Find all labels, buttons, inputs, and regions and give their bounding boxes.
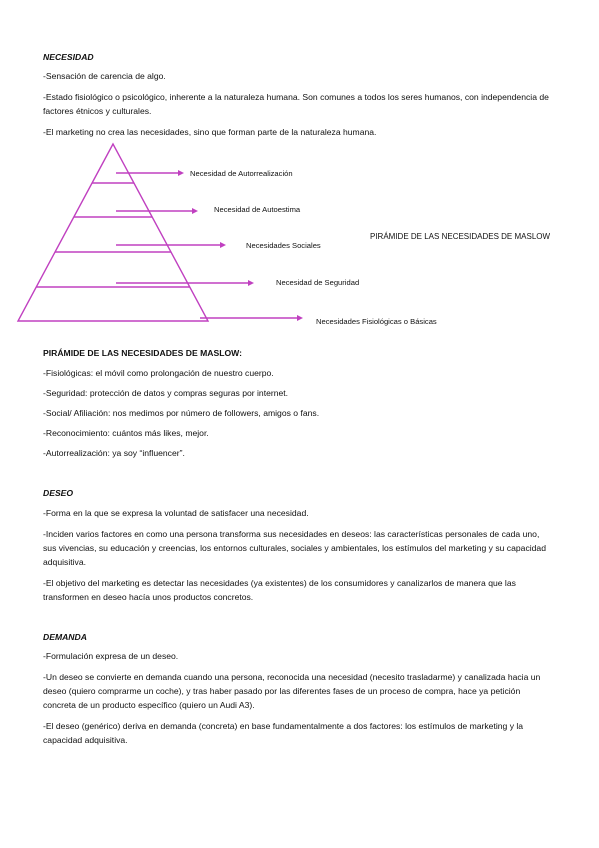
- arrowhead-autorrealizacion: [178, 170, 184, 176]
- deseo-line-2: -Inciden varios factores en como una persona transforma sus necesidades en deseos: las características personales de cada uno, sus vivencias, su educación y creencias, los entornos culturales, sociales y ambientales, los estímulos del marketing y su capacidad adquisitiva.: [43, 529, 546, 567]
- arrowhead-fisiologicas: [297, 315, 303, 321]
- arrowhead-sociales: [220, 242, 226, 248]
- pyramid-label-autorrealizacion: Necesidad de Autorrealización: [190, 169, 293, 178]
- pyramid-label-fisiologicas: Necesidades Fisiológicas o Básicas: [316, 317, 437, 326]
- demanda-line-3: -El deseo (genérico) deriva en demanda (concreta) en base fundamentalmente a dos factores: los estímulos de marketing y la capacidad adquisitiva.: [43, 721, 524, 745]
- section-heading-deseo: DESEO: [43, 488, 74, 498]
- maslow-item-fisiologicas: -Fisiológicas: el móvil como prolongación de nuestro cuerpo.: [43, 368, 274, 378]
- maslow-item-social: -Social/ Afiliación: nos medimos por número de followers, amigos o fans.: [43, 408, 320, 418]
- pyramid-side-title: PIRÁMIDE DE LAS NECESIDADES DE MASLOW: [370, 232, 551, 241]
- pyramid-label-autoestima: Necesidad de Autoestima: [214, 205, 301, 214]
- deseo-line-1: -Forma en la que se expresa la voluntad de satisfacer una necesidad.: [43, 508, 309, 518]
- maslow-item-autorrealizacion: -Autorrealización: ya soy “influencer”.: [43, 448, 185, 458]
- demanda-line-1: -Formulación expresa de un deseo.: [43, 651, 179, 661]
- pyramid-outline: [18, 144, 208, 321]
- necesidad-line-3: -El marketing no crea las necesidades, sino que forman parte de la naturaleza humana.: [43, 127, 377, 137]
- pyramid-label-sociales: Necesidades Sociales: [246, 241, 321, 250]
- section-heading-necesidad: NECESIDAD: [43, 52, 94, 62]
- deseo-line-3: -El objetivo del marketing es detectar las necesidades (ya existentes) de los consumidores y canalizarlos de manera que las transformen en deseo hacía unos productos concretos.: [43, 578, 516, 602]
- necesidad-line-1: -Sensación de carencia de algo.: [43, 71, 166, 81]
- maslow-heading: PIRÁMIDE DE LAS NECESIDADES DE MASLOW:: [43, 348, 242, 358]
- necesidad-line-2: -Estado fisiológico o psicológico, inherente a la naturaleza humana. Son comunes a todos los seres humanos, con independencia de factores étnicos y culturales.: [43, 92, 549, 116]
- maslow-item-reconocimiento: -Reconocimiento: cuántos más likes, mejor.: [43, 428, 209, 438]
- arrowhead-autoestima: [192, 208, 198, 214]
- maslow-item-seguridad: -Seguridad: protección de datos y compras seguras por internet.: [43, 388, 289, 398]
- section-heading-demanda: DEMANDA: [43, 632, 87, 642]
- arrowhead-seguridad: [248, 280, 254, 286]
- pyramid-label-seguridad: Necesidad de Seguridad: [276, 278, 360, 287]
- demanda-line-2: -Un deseo se convierte en demanda cuando una persona, reconocida una necesidad (necesito trasladarme) y canalizada hacia un deseo (quiero comprarme un coche), y tras haber pasado por las diferentes fases de un proceso de compra, hace ya petición concreta de un producto específico (quiero un Audi A3).: [43, 672, 541, 710]
